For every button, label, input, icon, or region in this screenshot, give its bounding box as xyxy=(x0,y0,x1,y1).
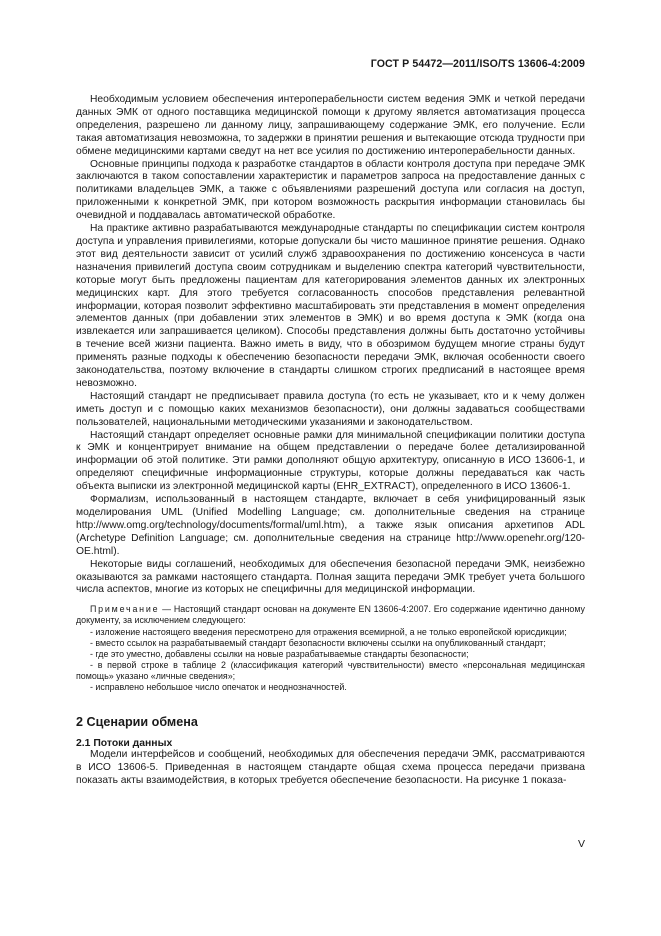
document-header: ГОСТ Р 54472—2011/ISO/TS 13606-4:2009 xyxy=(370,58,585,70)
note-item: - в первой строке в таблице 2 (классификация категорий чувствительности) вместо «персональная медицинская помощь» указано «личные сведения»; xyxy=(76,659,585,681)
subsection-heading: 2.1 Потоки данных xyxy=(76,738,173,750)
note-intro xyxy=(76,604,585,626)
note-item: - где это уместно, добавлены ссылки на новые разрабатываемые стандарты безопасности; xyxy=(90,648,469,659)
paragraph: Формализм, использованный в настоящем стандарте, включает в себя унифицированный язык моделирования UML (Unified Modelling Language; см. дополнительные сведения на странице http://www.omg.org/technology/documents/formal/uml.htm), а также язык описания архетипов ADL (Archetype Definition Language; см. дополнительные сведения на странице http://www.openehr.org/120-OE.html). xyxy=(76,494,585,557)
paragraph: Настоящий стандарт определяет основные рамки для минимальной спецификации политики доступа к ЭМК и концентрирует внимание на общем представлении о передаче более детализированной информации об этой политике. Эти рамки дополняют общую архитектуру, описанную в ИСО 13606-1, и определяют специфичные информационные структуры, которые должны передаваться как часть объекта выписки из электронной медицинской карты (EHR_EXTRACT), определенного в ИСО 13606-1. xyxy=(76,429,585,493)
paragraph: Необходимым условием обеспечения интероперабельности систем ведения ЭМК и четкой передачи данных ЭМК от одного поставщика медицинской помощи к другому является автоматизация процесса определения, разрешено ли данному лицу, запрашивающему содержание ЭМК, его получение. Если такая автоматизация невозможна, то задержки в принятии решения и вытекающие отсюда трудности при обмене медицинскими картами сведут на нет все усилия по достижению интероперабельности данных. xyxy=(76,94,585,157)
paragraph: Некоторые виды соглашений, необходимых для обеспечения безопасной передачи ЭМК, неизбежно оказываются за рамками настоящего стандарта. Полная защита передачи ЭМК требует учета большого числа аспектов, многие из которых не специфичны для медицинской информации. xyxy=(76,558,585,596)
note-intro-text: — Настоящий стандарт основан на документе EN 13606-4:2007. Его содержание идентично данному документу, за исключением следующего: xyxy=(76,604,585,626)
note-block xyxy=(76,604,585,693)
paragraph: Настоящий стандарт не предписывает правила доступа (то есть не указывает, кто и к чему должен иметь доступ и с помощью каких механизмов безопасности), они должны задаваться сообществами пользователей, национальными методическими указаниями и законодательством. xyxy=(76,390,585,428)
page-number: V xyxy=(577,838,585,850)
paragraph: Модели интерфейсов и сообщений, необходимых для обеспечения передачи ЭМК, рассматриваются в ИСО 13606-5. Приведенная в настоящем стандарте общая схема процесса передачи призвана показать акты взаимодействия, в которых требуется обеспечение безопасности. На рисунке 1 показа- xyxy=(76,749,585,786)
document-body xyxy=(76,94,585,788)
paragraph: Основные принципы подхода к разработке стандартов в области контроля доступа при передаче ЭМК заключаются в таком сопоставлении характеристик и параметров запроса на предоставление данных с политиками владельцев ЭМК, а также с объявлениями разрешений доступа или согласия на доступ, приложенными к конкретной ЭМК, при котором возможность раскрытия информации становилась бы очевидной и поддавалась автоматической обработке. xyxy=(76,158,585,222)
paragraph: На практике активно разрабатываются международные стандарты по спецификации систем контроля доступа и управления привилегиями, которые допускали бы чисто машинное принятие решения. Однако этот вид деятельности зависит от усилий служб здравоохранения по достижению консенсуса в части назначения привилегий доступа своим сотрудникам и выделению спектра категорий чувствительности, которые могут быть предложены пациентам для категорирования элементов данных их электронных медицинских карт. Для этого требуется согласованность способов представления релевантной информации, которая позволит эффективно масштабировать эти представления в момент определения элементов данных (при добавлении этих элементов в ЭМК) и во время доступа к ЭМК (когда она извлекается или запрашивается целиком). Способы представления должны быть достаточно устойчивы в течение всей жизни пациента. Важно иметь в виду, что в обозримом будущем многие страны будут применять разные подходы к обеспечению безопасности передачи ЭМК, включая особенности своего законодательства, поэтому включение в стандарты слишком строгих предписаний в настоящее время невозможно. xyxy=(76,223,585,389)
note-item: - вместо ссылок на разрабатываемый стандарт безопасности включены ссылки на опубликованный стандарт; xyxy=(90,637,546,648)
note-item: - исправлено небольшое число опечаток и неоднозначностей. xyxy=(90,682,347,692)
note-item: - изложение настоящего введения пересмотрено для отражения всемирной, а не только европейской юрисдикции; xyxy=(90,626,567,637)
note-label: Примечание xyxy=(90,604,160,615)
section-heading: 2 Сценарии обмена xyxy=(76,715,198,730)
